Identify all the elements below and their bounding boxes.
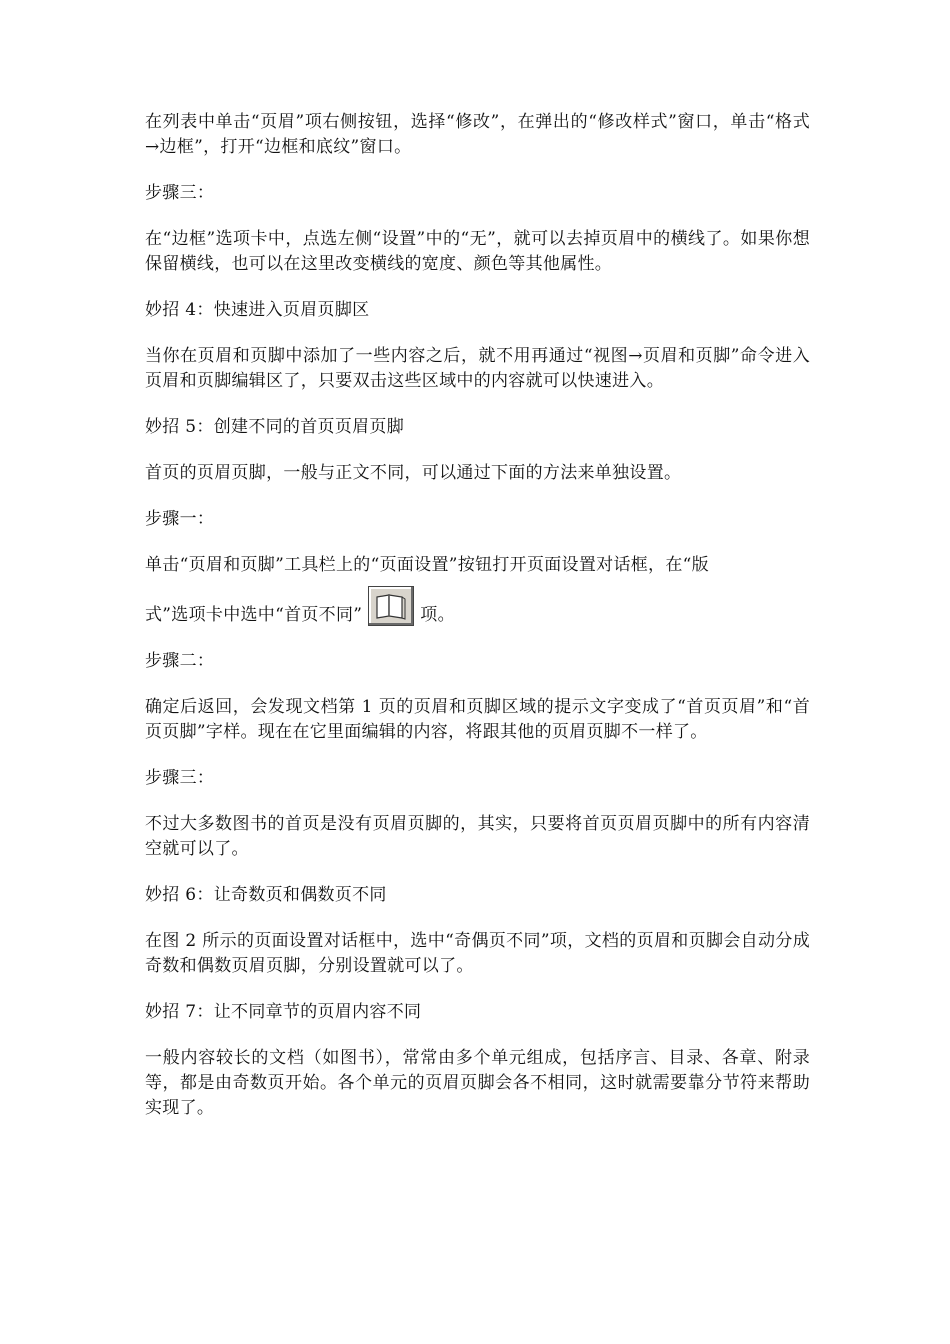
step-heading: 步骤三：	[145, 768, 215, 788]
paragraph: 首页的页眉页脚，一般与正文不同，可以通过下面的方法来单独设置。	[145, 463, 682, 483]
paragraph: 当你在页眉和页脚中添加了一些内容之后，就不用再通过“视图→页眉和页脚”命令进入页眉和页脚编辑区了，只要双击这些区域中的内容就可以快速进入。	[145, 346, 810, 391]
tip-heading: 妙招 5：创建不同的首页页眉页脚	[145, 417, 405, 437]
icon-line-before: 式”选项卡中选中“首页不同”	[145, 605, 363, 625]
paragraph: 在列表中单击“页眉”项右侧按钮，选择“修改”，在弹出的“修改样式”窗口，单击“格式→边框”，打开“边框和底纹”窗口。	[145, 112, 810, 157]
paragraph: 单击“页眉和页脚”工具栏上的“页面设置”按钮打开页面设置对话框，在“版	[145, 555, 709, 575]
step-heading: 步骤一：	[145, 509, 215, 529]
paragraph: 在图 2 所示的页面设置对话框中，选中“奇偶页不同”项，文档的页眉和页脚会自动分成奇数和偶数页眉页脚，分别设置就可以了。	[145, 931, 810, 976]
paragraph: 确定后返回，会发现文档第 1 页的页眉和页脚区域的提示文字变成了“首页页眉”和“首页页脚”字样。现在在它里面编辑的内容，将跟其他的页眉页脚不一样了。	[145, 697, 810, 742]
tip-heading: 妙招 7：让不同章节的页眉内容不同	[145, 1002, 422, 1022]
tip-heading: 妙招 6：让奇数页和偶数页不同	[145, 885, 387, 905]
paragraph: 在“边框”选项卡中，点选左侧“设置”中的“无”，就可以去掉页眉中的横线了。如果你想保留横线，也可以在这里改变横线的宽度、颜色等其他属性。	[145, 229, 810, 274]
icon-line-after: 项。	[420, 605, 455, 625]
document-body	[145, 110, 810, 1142]
tip-heading: 妙招 4：快速进入页眉页脚区	[145, 300, 370, 320]
page-icon-graphic	[374, 592, 408, 620]
paragraph: 一般内容较长的文档（如图书），常常由多个单元组成，包括序言、目录、各章、附录等，都是由奇数页开始。各个单元的页眉页脚会各不相同，这时就需要靠分节符来帮助实现了。	[145, 1048, 810, 1118]
first-page-different-icon	[368, 586, 414, 626]
step-heading: 步骤二：	[145, 651, 215, 671]
step-heading: 步骤三：	[145, 183, 215, 203]
paragraph: 不过大多数图书的首页是没有页眉页脚的，其实，只要将首页页眉页脚中的所有内容清空就可以了。	[145, 814, 810, 859]
paragraph-with-icon	[145, 586, 810, 628]
